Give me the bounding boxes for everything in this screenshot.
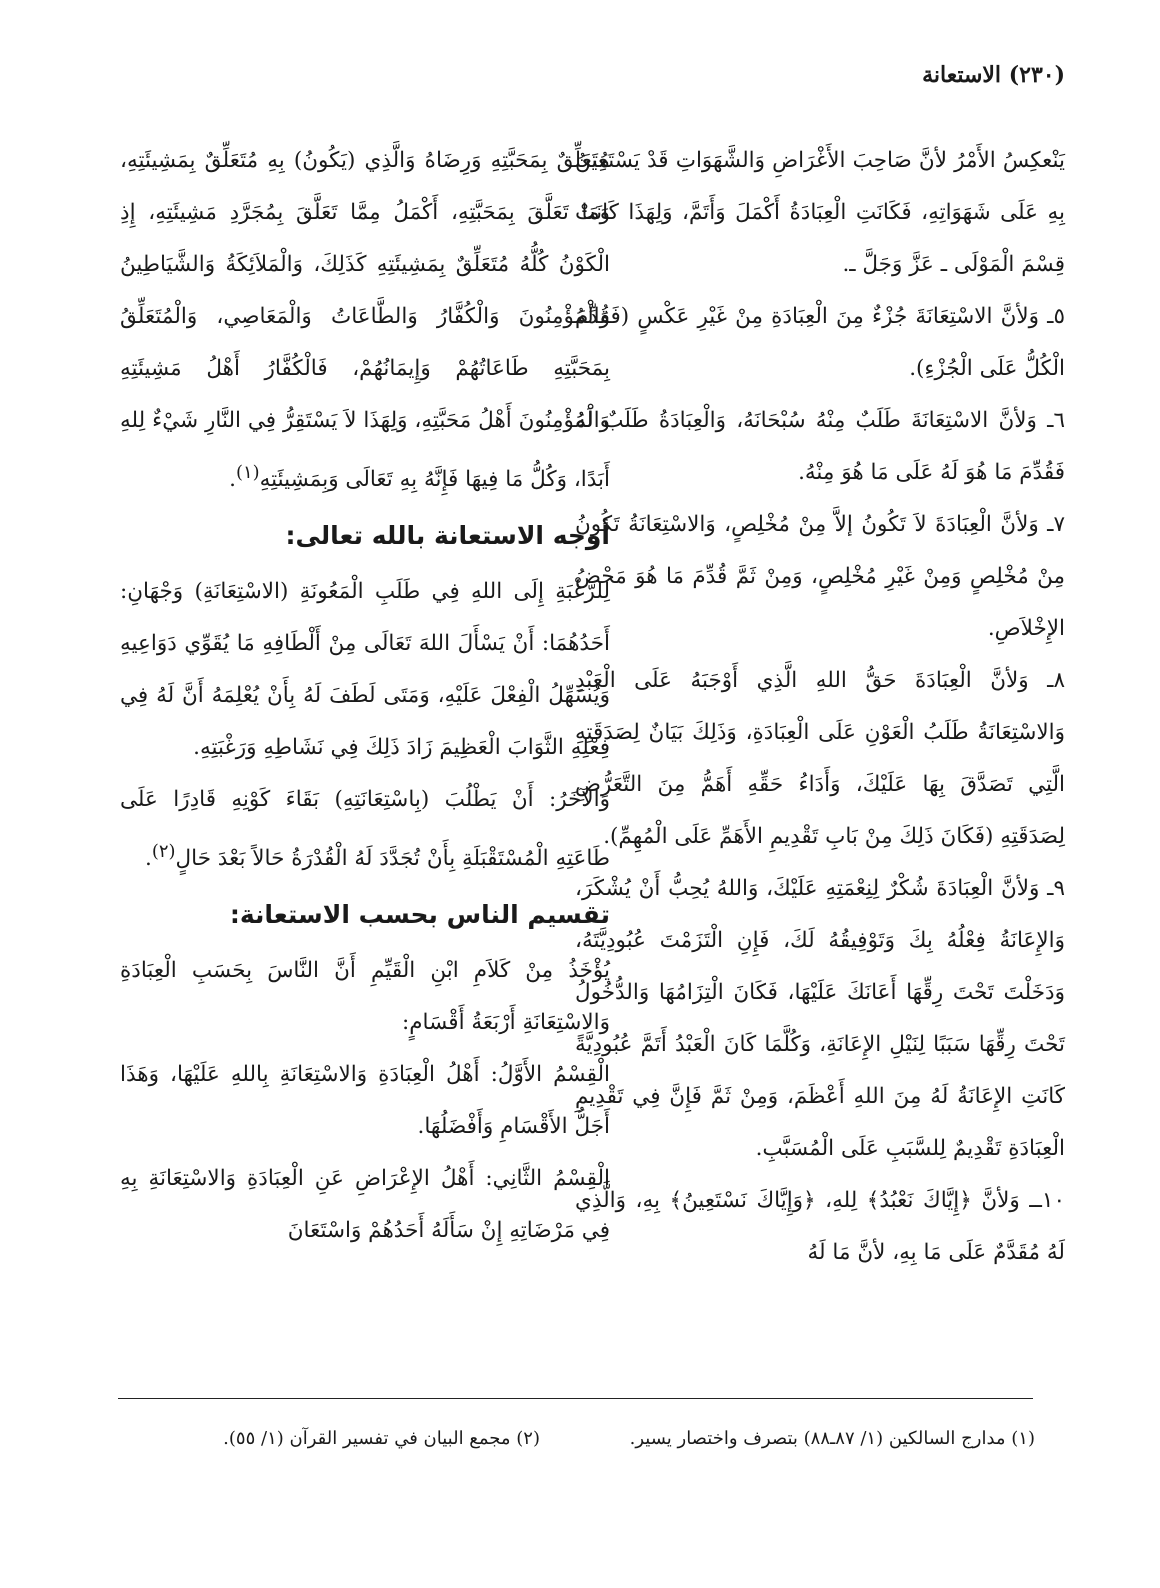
paragraph: ٥ـ وَلأنَّ الاسْتِعَانَةَ جُزْءٌ مِنَ الْعِبَادَةِ مِنْ غَيْرِ عَكْسٍ (فَقُدِّمَ الْكُلُّ عَلَى الْجُزْءِ).: [575, 304, 1065, 381]
paragraph-text: مُتَعَلِّقٌ بِمَحَبَّتِهِ وَرِضَاهُ وَالَّذِي (يَكُونُ) بِهِ مُتَعَلِّقٌ بِمَشِيئَتِهِ، وَمَا تَعَلَّقَ بِمَحَبَّتِهِ، أَكْمَلُ مِمَّا تَعَلَّقَ بِمُجَرَّدِ مَشِيئَتِهِ، إِذِ الْكَوْنُ كُلُّهُ مُتَعَلِّقٌ بِمَشِيئَتِهِ كَذَلِكَ، وَالْمَلاَئِكَةُ وَالشَّيَاطِينُ وَالْمُؤْمِنُونَ وَالْكُفَّارُ وَالطَّاعَاتُ وَالْمَعَاصِي، وَالْمُتَعَلِّقُ بِمَحَبَّتِهِ طَاعَاتُهُمْ وَإِيمَانُهُمْ، فَالْكُفَّارُ أَهْلُ مَشِيئَتِهِ وَالْمُؤْمِنُونَ أَهْلُ مَحَبَّتِهِ، وَلِهَذَا لاَ يَسْتَقِرُّ فِي النَّارِ شَيْءٌ لِلهِ أَبَدًا، وَكُلُّ مَا فِيهَا فَإِنَّهُ بِهِ تَعَالَى وَبِمَشِيئَتِهِ: [120, 148, 610, 493]
paragraph: الْقِسْمُ الثَّانِي: أَهْلُ الإِعْرَاضِ عَنِ الْعِبَادَةِ وَالاسْتِعَانَةِ بِهِ فِي مَرْضَاتِهِ إِنْ سَأَلَهُ أَحَدُهُمْ وَاسْتَعَانَ: [120, 1166, 610, 1244]
paragraph: ٨ـ وَلأنَّ الْعِبَادَةَ حَقُّ اللهِ الَّذِي أَوْجَبَهُ عَلَى الْعَبْدِ وَالاسْتِعَانَةُ طَلَبُ الْعَوْنِ عَلَى الْعِبَادَةِ، وَذَلِكَ بَيَانٌ لِصَدَقَتِهِ الَّتِي تَصَدَّقَ بِهَا عَلَيْكَ، وَأَدَاءُ حَقِّهِ أَهَمُّ مِنَ التَّعَرُّضِ لِصَدَقَتِهِ (فَكَانَ ذَلِكَ مِنْ بَابِ تَقْدِيمِ الأَهَمِّ عَلَى الْمُهِمِّ).: [575, 668, 1065, 849]
paragraph: وَالآخَرُ: أَنْ يَطْلُبَ (بِاسْتِعَانَتِهِ) بَقَاءَ كَوْنِهِ قَادِرًا عَلَى طَاعَتِهِ الْمُسْتَقْبَلَةِ بِأَنْ تُجَدَّدَ لَهُ الْقُدْرَةُ حَالاً بَعْدَ حَالٍ$^{(٢)}$.: [120, 787, 610, 872]
footnote-1: (١) مدارج السالكين (١/ ٨٧ـ٨٨) بتصرف واختصار يسير.: [629, 1428, 1035, 1449]
paragraph: ٩ـ وَلأنَّ الْعِبَادَةَ شُكْرٌ لِنِعْمَتِهِ عَلَيْكَ، وَاللهُ يُحِبُّ أَنْ يُشْكَرَ، وَالإِعَانَةُ فِعْلُهُ بِكَ وَتَوْفِيقُهُ لَكَ، فَإِنِ الْتَزَمْتَ عُبُودِيَّتَهُ، وَدَخَلْتَ تَحْتَ رِقِّهَا أَعَانَكَ عَلَيْهَا، فَكَانَ الْتِزَامُهَا وَالدُّخُولُ تَحْتَ رِقِّهَا سَبَبًا لِنَيْلِ الإِعَانَةِ، وَكُلَّمَا كَانَ الْعَبْدُ أَتَمَّ عُبُودِيَّةً كَانَتِ الإِعَانَةُ لَهُ مِنَ اللهِ أَعْظَمَ، وَمِنْ ثَمَّ فَإِنَّ فِي تَقْدِيمِ الْعِبَادَةِ تَقْدِيمٌ لِلسَّبَبِ عَلَى الْمُسَبَّبِ.: [575, 876, 1065, 1161]
right-column: [575, 135, 1065, 1279]
section-heading: أوجه الاستعانة بالله تعالى:: [285, 521, 610, 551]
footnote-2: (٢) مجمع البيان في تفسير القرآن (١/ ٥٥).: [223, 1428, 540, 1449]
paragraph-text: وَالآخَرُ: أَنْ يَطْلُبَ (بِاسْتِعَانَتِهِ) بَقَاءَ كَوْنِهِ قَادِرًا عَلَى طَاعَتِهِ الْمُسْتَقْبَلَةِ بِأَنْ تُجَدَّدَ لَهُ الْقُدْرَةُ حَالاً بَعْدَ حَالٍ: [120, 787, 610, 872]
footnote-ref: (٢): [151, 841, 176, 863]
left-column: [120, 135, 610, 1257]
paragraph: ٧ـ وَلأنَّ الْعِبَادَةَ لاَ تَكُونُ إلاَّ مِنْ مُخْلِصٍ، وَالاسْتِعَانَةُ تَكُونُ مِنْ مُخْلِصٍ وَمِنْ غَيْرِ مُخْلِصٍ، وَمِنْ ثَمَّ قُدِّمَ مَا هُوَ مَحْضُ الإِخْلاَصِ.: [575, 512, 1065, 641]
section-heading: تقسيم الناس بحسب الاستعانة:: [229, 900, 610, 930]
paragraph: لِلرَّغْبَةِ إِلَى اللهِ فِي طَلَبِ الْمَعُونَةِ (الاسْتِعَانَةِ) وَجْهَانِ: أَحَدُهُمَا: أَنْ يَسْأَلَ اللهَ تَعَالَى مِنْ أَلْطَافِهِ مَا يُقَوِّي دَوَاعِيهِ وَيُسَهِّلُ الْفِعْلَ عَلَيْهِ، وَمَتَى لَطَفَ لَهُ بِأَنْ يُعْلِمَهُ أَنَّ لَهُ فِي فِعْلِهِ الثَّوَابَ الْعَظِيمَ زَادَ ذَلِكَ فِي نَشَاطِهِ وَرَغْبَتِهِ.: [120, 579, 610, 761]
paragraph: يُؤْخَذُ مِنْ كَلاَمِ ابْنِ الْقَيِّمِ أَنَّ النَّاسَ بِحَسَبِ الْعِبَادَةِ وَالاسْتِعَانَةِ أَرْبَعَةُ أَقْسَامٍ:: [120, 958, 610, 1036]
footnote-ref: (١): [235, 462, 260, 483]
page-header: (٢٣٠) الاستعانة: [922, 62, 1065, 88]
paragraph: يَنْعكِسُ الأَمْرُ لأنَّ صَاحِبَ الأَغْرَاضِ وَالشَّهَوَاتِ قَدْ يَسْتَعِينُ بِهِ عَلَى شَهَوَاتِهِ، فَكَانَتِ الْعِبَادَةُ أَكْمَلَ وَأَتَمَّ، وَلِهَذَا كَانَتْ قِسْمَ الْمَوْلَى ـ عَزَّ وَجَلَّ ـ.: [575, 148, 1065, 277]
paragraph: مُتَعَلِّقٌ بِمَحَبَّتِهِ وَرِضَاهُ وَالَّذِي (يَكُونُ) بِهِ مُتَعَلِّقٌ بِمَشِيئَتِهِ، وَمَا تَعَلَّقَ بِمَحَبَّتِهِ، أَكْمَلُ مِمَّا تَعَلَّقَ بِمُجَرَّدِ مَشِيئَتِهِ، إِذِ الْكَوْنُ كُلُّهُ مُتَعَلِّقٌ بِمَشِيئَتِهِ كَذَلِكَ، وَالْمَلاَئِكَةُ وَالشَّيَاطِينُ وَالْمُؤْمِنُونَ وَالْكُفَّارُ وَالطَّاعَاتُ وَالْمَعَاصِي، وَالْمُتَعَلِّقُ بِمَحَبَّتِهِ طَاعَاتُهُمْ وَإِيمَانُهُمْ، فَالْكُفَّارُ أَهْلُ مَشِيئَتِهِ وَالْمُؤْمِنُونَ أَهْلُ مَحَبَّتِهِ، وَلِهَذَا لاَ يَسْتَقِرُّ فِي النَّارِ شَيْءٌ لِلهِ أَبَدًا، وَكُلُّ مَا فِيهَا فَإِنَّهُ بِهِ تَعَالَى وَبِمَشِيئَتِهِ$^{(١)}$.: [120, 148, 610, 493]
paragraph: ١٠ــ وَلأنَّ ﴿إِيَّاكَ نَعْبُدُ﴾ لِلهِ، ﴿وَإِيَّاكَ نَسْتَعِينُ﴾ بِهِ، وَالَّذِي لَهُ مُقَدَّمٌ عَلَى مَا بِهِ، لأنَّ مَا لَهُ: [575, 1188, 1065, 1265]
paragraph: الْقِسْمُ الأَوَّلُ: أَهْلُ الْعِبَادَةِ وَالاسْتِعَانَةِ بِاللهِ عَلَيْهَا، وَهَذَا أَجَلُّ الأَقْسَامِ وَأَفْضَلُهَا.: [120, 1062, 610, 1140]
footnote-divider: [118, 1398, 1033, 1399]
paragraph: ٦ـ وَلأنَّ الاسْتِعَانَةَ طَلَبٌ مِنْهُ سُبْحَانَهُ، وَالْعِبَادَةُ طَلَبٌ لَهُ فَقُدِّمَ مَا هُوَ لَهُ عَلَى مَا هُوَ مِنْهُ.: [575, 408, 1065, 485]
